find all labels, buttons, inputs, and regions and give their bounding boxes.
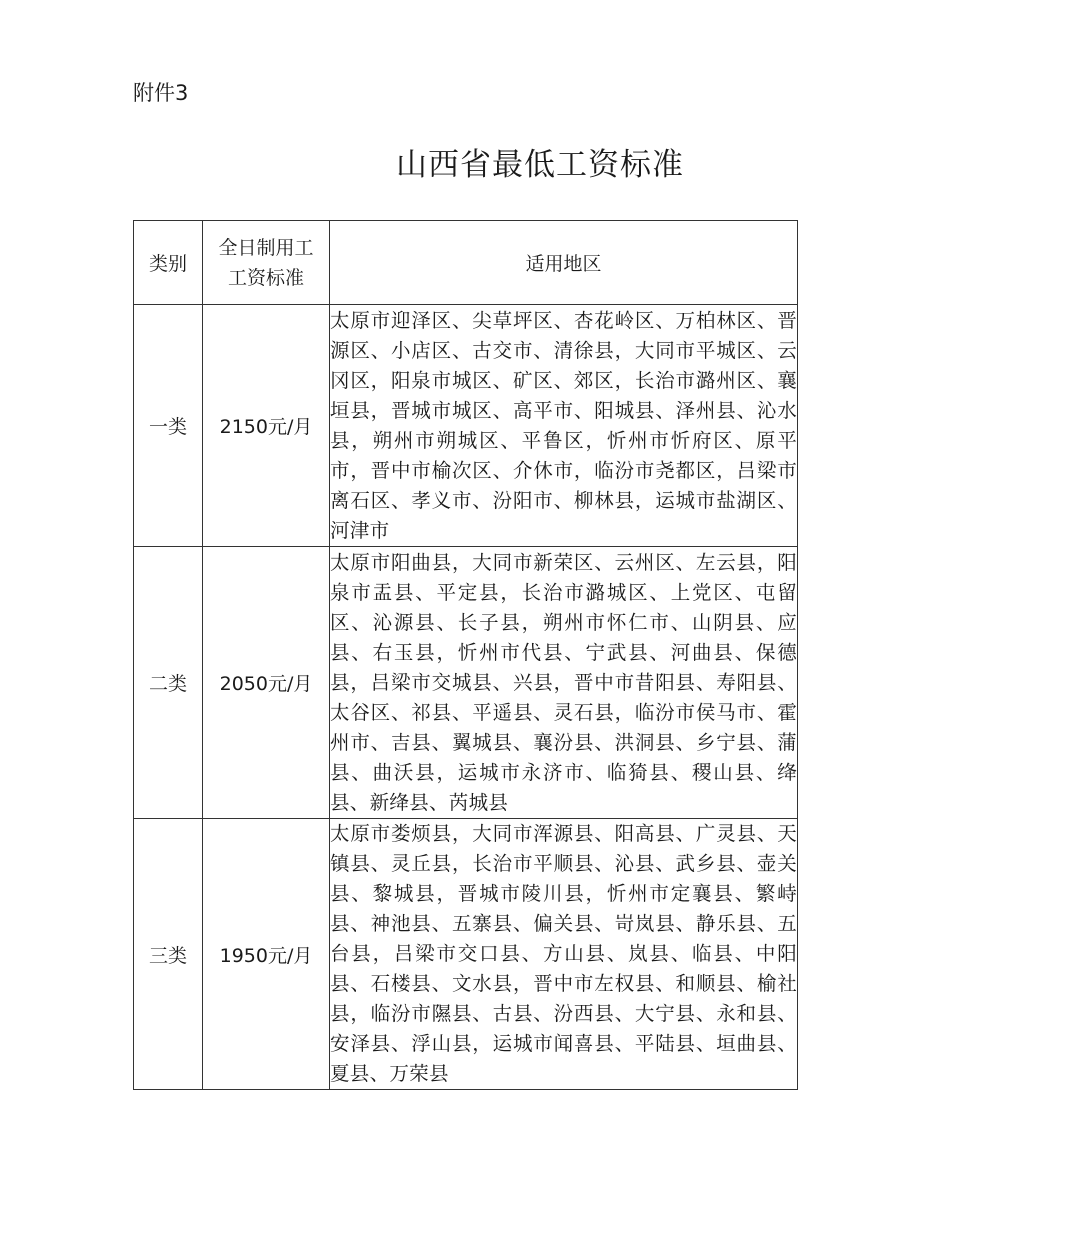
header-wage-line1: 全日制用工 — [218, 236, 314, 259]
table-row — [134, 547, 798, 819]
header-wage-standard — [203, 221, 330, 305]
attachment-label: 附件3 — [133, 81, 189, 105]
header-category: 类别 — [134, 221, 203, 305]
table-row — [134, 819, 798, 1090]
table-header-row — [134, 221, 798, 305]
category-cell: 二类 — [134, 547, 203, 819]
category-cell: 一类 — [134, 305, 203, 547]
area-cell: 太原市阳曲县，大同市新荣区、云州区、左云县，阳泉市盂县、平定县，长治市潞城区、上党区、屯留区、沁源县、长子县，朔州市怀仁市、山阴县、应县、右玉县，忻州市代县、宁武县、河曲县、保德县，吕梁市交城县、兴县，晋中市昔阳县、寿阳县、太谷区、祁县、平遥县、灵石县，临汾市侯马市、霍州市、吉县、翼城县、襄汾县、洪洞县、乡宁县、蒲县、曲沃县，运城市永济市、临猗县、稷山县、绛县、新绛县、芮城县 — [330, 547, 798, 819]
header-applicable-area: 适用地区 — [330, 221, 798, 305]
wage-cell: 2150元/月 — [203, 305, 330, 547]
area-cell: 太原市娄烦县，大同市浑源县、阳高县、广灵县、天镇县、灵丘县，长治市平顺县、沁县、武乡县、壶关县、黎城县，晋城市陵川县，忻州市定襄县、繁峙县、神池县、五寨县、偏关县、岢岚县、静乐县、五台县，吕梁市交口县、方山县、岚县、临县、中阳县、石楼县、文水县，晋中市左权县、和顺县、榆社县，临汾市隰县、古县、汾西县、大宁县、永和县、安泽县、浮山县，运城市闻喜县、平陆县、垣曲县、夏县、万荣县 — [330, 819, 798, 1090]
area-cell: 太原市迎泽区、尖草坪区、杏花岭区、万柏林区、晋源区、小店区、古交市、清徐县，大同市平城区、云冈区，阳泉市城区、矿区、郊区，长治市潞州区、襄垣县，晋城市城区、高平市、阳城县、泽州县、沁水县，朔州市朔城区、平鲁区，忻州市忻府区、原平市，晋中市榆次区、介休市，临汾市尧都区，吕梁市离石区、孝义市、汾阳市、柳林县，运城市盐湖区、河津市 — [330, 305, 798, 547]
table-row — [134, 305, 798, 547]
category-cell: 三类 — [134, 819, 203, 1090]
wage-cell: 2050元/月 — [203, 547, 330, 819]
header-wage-line2: 工资标准 — [227, 266, 304, 289]
page-title: 山西省最低工资标准 — [396, 147, 684, 183]
wage-cell: 1950元/月 — [203, 819, 330, 1090]
minimum-wage-table — [133, 220, 798, 1090]
